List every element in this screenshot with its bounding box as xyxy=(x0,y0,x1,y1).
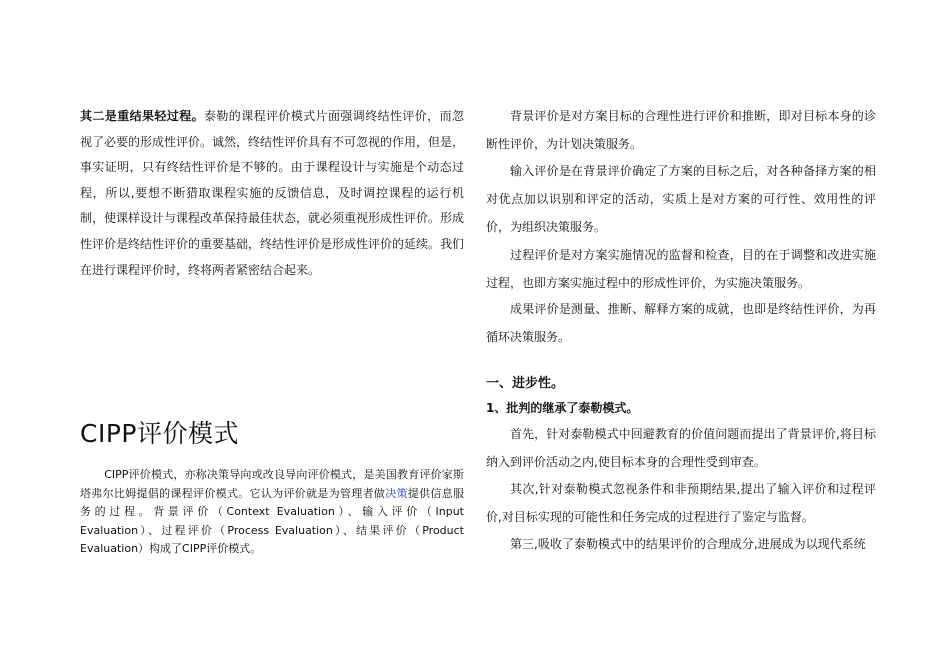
subsection-heading: 1、批判的继承了泰勒模式。 xyxy=(486,401,639,415)
paragraph-third: 第三,吸收了泰勒模式中的结果评价的合理成分,进展成为以现代系统 xyxy=(510,537,866,551)
paragraph-process-vs-result xyxy=(80,104,464,283)
paragraph-second: 其次,针对泰勒模式忽视条件和非预期结果,提出了输入评价和过程评价,对目标实现的可能性和任务完成的过程进行了鉴定与监督。 xyxy=(486,482,876,524)
paragraph-lead-bold: 其二是重结果轻过程。 xyxy=(80,109,204,123)
process-evaluation-paragraph: 过程评价是对方案实施情况的监督和检查，目的在于调整和改进实施过程，也即方案实施过程中的形成性评价，为实施决策服务。 xyxy=(486,248,876,290)
cipp-heading: CIPP评价模式 xyxy=(80,419,239,448)
decision-link[interactable]: 决策 xyxy=(385,486,408,500)
input-evaluation-paragraph: 输入评价是在背景评价确定了方案的目标之后，对各种备择方案的相对优点加以识别和评定的活动，实质上是对方案的可行性、效用性的评价，为组织决策服务。 xyxy=(486,164,876,234)
context-evaluation-paragraph: 背景评价是对方案目标的合理性进行评价和推断，即对目标本身的诊断性评价，为计划决策服务。 xyxy=(486,109,876,151)
cipp-intro-text: CIPP评价模式，亦称决策导向或改良导向评价模式，是美国教育评价家斯塔弗尔比姆提倡的课程评价模式。它认为评价就是为管理者做 xyxy=(80,468,464,500)
paragraph-first: 首先，针对泰勒模式中回避教育的价值问题而提出了背景评价,将目标纳入到评价活动之内,使目标本身的合理性受到审查。 xyxy=(486,427,876,469)
cipp-intro-text-cont: 提供信息服务的过程。背景评价（Context Evaluation）、输入评价（Input Evaluation）、过程评价（Process Evaluation）、结果评价（Product Evaluation）构成了CIPP评价模式。 xyxy=(80,486,465,556)
paragraph-body: 泰勒的课程评价模式片面强调终结性评价，而忽视了必要的形成性评价。诚然，终结性评价具有不可忽视的作用，但是，事实证明，只有终结性评价是不够的。由于课程设计与实施是个动态过程，所以,要想不断猎取课程实施的反馈信息，及时调控课程的运行机制，使课样设计与课程改革保持最佳状态，就必须重视形成性评价。形成性评价是终结性评价的重要基础，终结性评价是形成性评价的延续。我们在进行课程评价时，终将两者紧密结合起来。 xyxy=(80,109,465,277)
product-evaluation-paragraph: 成果评价是测量、推断、解释方案的成就，也即是终结性评价，为再循环决策服务。 xyxy=(486,302,876,344)
section-heading: 一、进步性。 xyxy=(486,376,565,391)
cipp-intro-paragraph xyxy=(80,466,464,559)
